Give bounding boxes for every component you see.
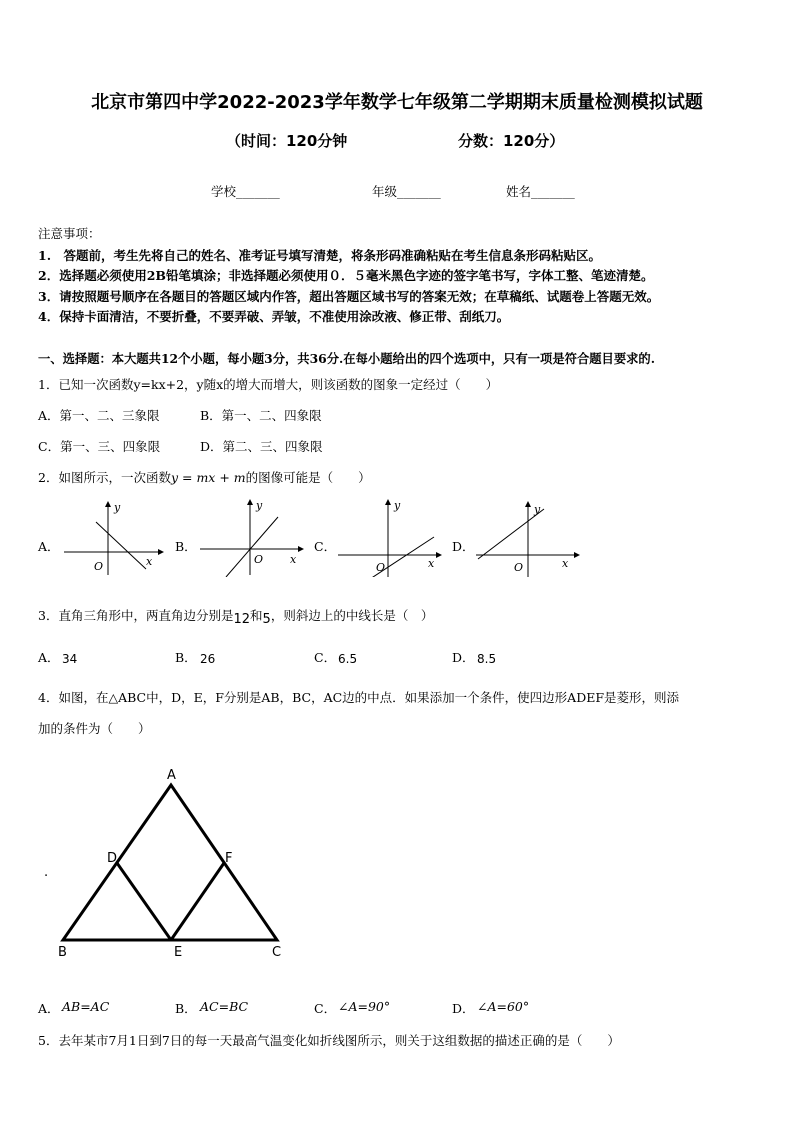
q4-option-b-label: B． [175, 1001, 197, 1016]
question-1-stem: 1．已知一次函数y=kx+2，y随x的增大而增大，则该函数的图象一定经过（ ） [38, 377, 499, 392]
q3-stem-pre: 3．直角三角形中，两直角边分别是 [38, 608, 234, 623]
question-4-stem-line2: 加的条件为（ ） [38, 721, 151, 736]
q3-option-c-label: C． [314, 650, 337, 665]
q2-stem-post: 的图像可能是（ ） [245, 470, 371, 485]
triangle-abc [63, 785, 277, 940]
notice-item: 2．选择题必须使用2B铅笔填涂；非选择题必须使用０．５毫米黑色字迹的签字笔书写，字体工整、笔迹清楚。 [38, 268, 654, 283]
stray-dot: . [44, 865, 49, 880]
axis-y-label: y [114, 501, 121, 514]
q3-option-d-label: D． [452, 650, 475, 665]
q4-option-d: ∠A=60° [477, 999, 530, 1014]
grade-field: 年级_______ [372, 184, 441, 199]
q4-triangle-figure [40, 762, 300, 962]
line-graph [226, 517, 278, 577]
origin-label: O [254, 553, 264, 566]
y-axis-arrow [525, 501, 531, 507]
q3-option-b-label: B． [175, 650, 197, 665]
exam-score: 分数：120分） [458, 132, 565, 150]
question-3-stem [38, 606, 434, 627]
q2-option-d-label: D． [452, 539, 475, 554]
origin-label: O [514, 561, 524, 574]
notice-item: 3．请按照题号顺序在各题目的答题区域内作答，超出答题区域书写的答案无效；在草稿纸、试题卷上答题无效。 [38, 289, 660, 304]
q3-and: 和 [250, 608, 263, 623]
vertex-e-label: E [174, 945, 183, 960]
segment-de [117, 863, 171, 940]
notice-item: 4．保持卡面清洁，不要折叠，不要弄破、弄皱，不准使用涂改液、修正带、刮纸刀。 [38, 309, 510, 324]
q4-option-b: AC=BC [200, 999, 249, 1014]
origin-label: O [376, 561, 386, 574]
q3-option-b: 26 [200, 652, 216, 666]
q2-stem-pre: 2．如图所示，一次函数 [38, 470, 171, 485]
axis-x-label: x [428, 557, 435, 570]
q3-option-d: 8.5 [477, 652, 497, 666]
notice-heading: 注意事项： [38, 226, 101, 241]
question-4-stem-line1: 4．如图，在△ABC中，D，E，F分别是AB，BC，AC边的中点．如果添加一个条件，使四边形ADEF是菱形，则添 [38, 690, 680, 705]
x-axis-arrow [158, 549, 164, 555]
name-field: 姓名_______ [506, 184, 575, 199]
line-graph [96, 522, 146, 569]
question-2-stem [38, 468, 371, 486]
x-axis-arrow [436, 552, 442, 558]
q3-option-c: 6.5 [338, 652, 358, 666]
q4-option-a-label: A． [38, 1001, 60, 1016]
q4-option-c: ∠A=90° [338, 999, 391, 1014]
q1-option-d: D．第二、三、四象限 [200, 439, 323, 454]
axis-x-label: x [146, 555, 153, 568]
vertex-f-label: F [225, 851, 233, 866]
q4-option-d-label: D． [452, 1001, 475, 1016]
q3-leg-b: 5 [262, 612, 271, 627]
vertex-c-label: C [272, 945, 282, 960]
q2-graph-b [198, 497, 310, 577]
vertex-b-label: B [58, 945, 67, 960]
axis-y-label: y [256, 499, 263, 512]
y-axis-arrow [385, 499, 391, 505]
q3-stem-post: ，则斜边上的中线长是（ ） [270, 608, 434, 623]
line-graph [478, 509, 544, 559]
notice-item: 1. 答题前，考生先将自己的姓名、准考证号填写清楚，将条形码准确粘贴在考生信息条形码粘贴区。 [38, 248, 602, 263]
q2-formula: y = mx + m [170, 470, 246, 485]
q2-graph-c [336, 497, 448, 577]
y-axis-arrow [247, 499, 253, 505]
q4-option-c-label: C． [314, 1001, 337, 1016]
x-axis-arrow [298, 546, 304, 552]
vertex-a-label: A [167, 768, 176, 783]
q3-leg-a: 12 [233, 612, 251, 627]
q3-option-a-label: A． [38, 650, 60, 665]
question-5-stem: 5．去年某市7月1日到7日的每一天最高气温变化如折线图所示，则关于这组数据的描述正确的是（ ） [38, 1033, 620, 1048]
q2-option-c-label: C． [314, 539, 337, 554]
x-axis-arrow [574, 552, 580, 558]
q4-option-a: AB=AC [62, 999, 110, 1014]
exam-title: 北京市第四中学2022-2023学年数学七年级第二学期期末质量检测模拟试题 [91, 92, 703, 113]
axis-y-label: y [534, 503, 541, 516]
q2-option-b-label: B． [175, 539, 197, 554]
q2-graph-d [474, 497, 586, 577]
q1-option-c: C．第一、三、四象限 [38, 439, 161, 454]
q1-option-a: A．第一、二、三象限 [38, 408, 160, 423]
school-field: 学校_______ [211, 184, 280, 199]
origin-label: O [94, 560, 104, 573]
axis-x-label: x [290, 553, 297, 566]
exam-time: （时间：120分钟 [226, 132, 348, 150]
q2-graph-a [58, 497, 168, 577]
y-axis-arrow [105, 501, 111, 507]
q2-option-a-label: A． [38, 539, 60, 554]
section-heading: 一、选择题：本大题共12个小题，每小题3分，共36分.在每小题给出的四个选项中，只有一项是符合题目要求的. [38, 351, 656, 366]
q1-option-b: B．第一、二、四象限 [200, 408, 322, 423]
axis-y-label: y [394, 499, 401, 512]
vertex-d-label: D [107, 851, 118, 866]
q3-option-a: 34 [62, 652, 78, 666]
segment-ef [171, 863, 224, 940]
axis-x-label: x [562, 557, 569, 570]
